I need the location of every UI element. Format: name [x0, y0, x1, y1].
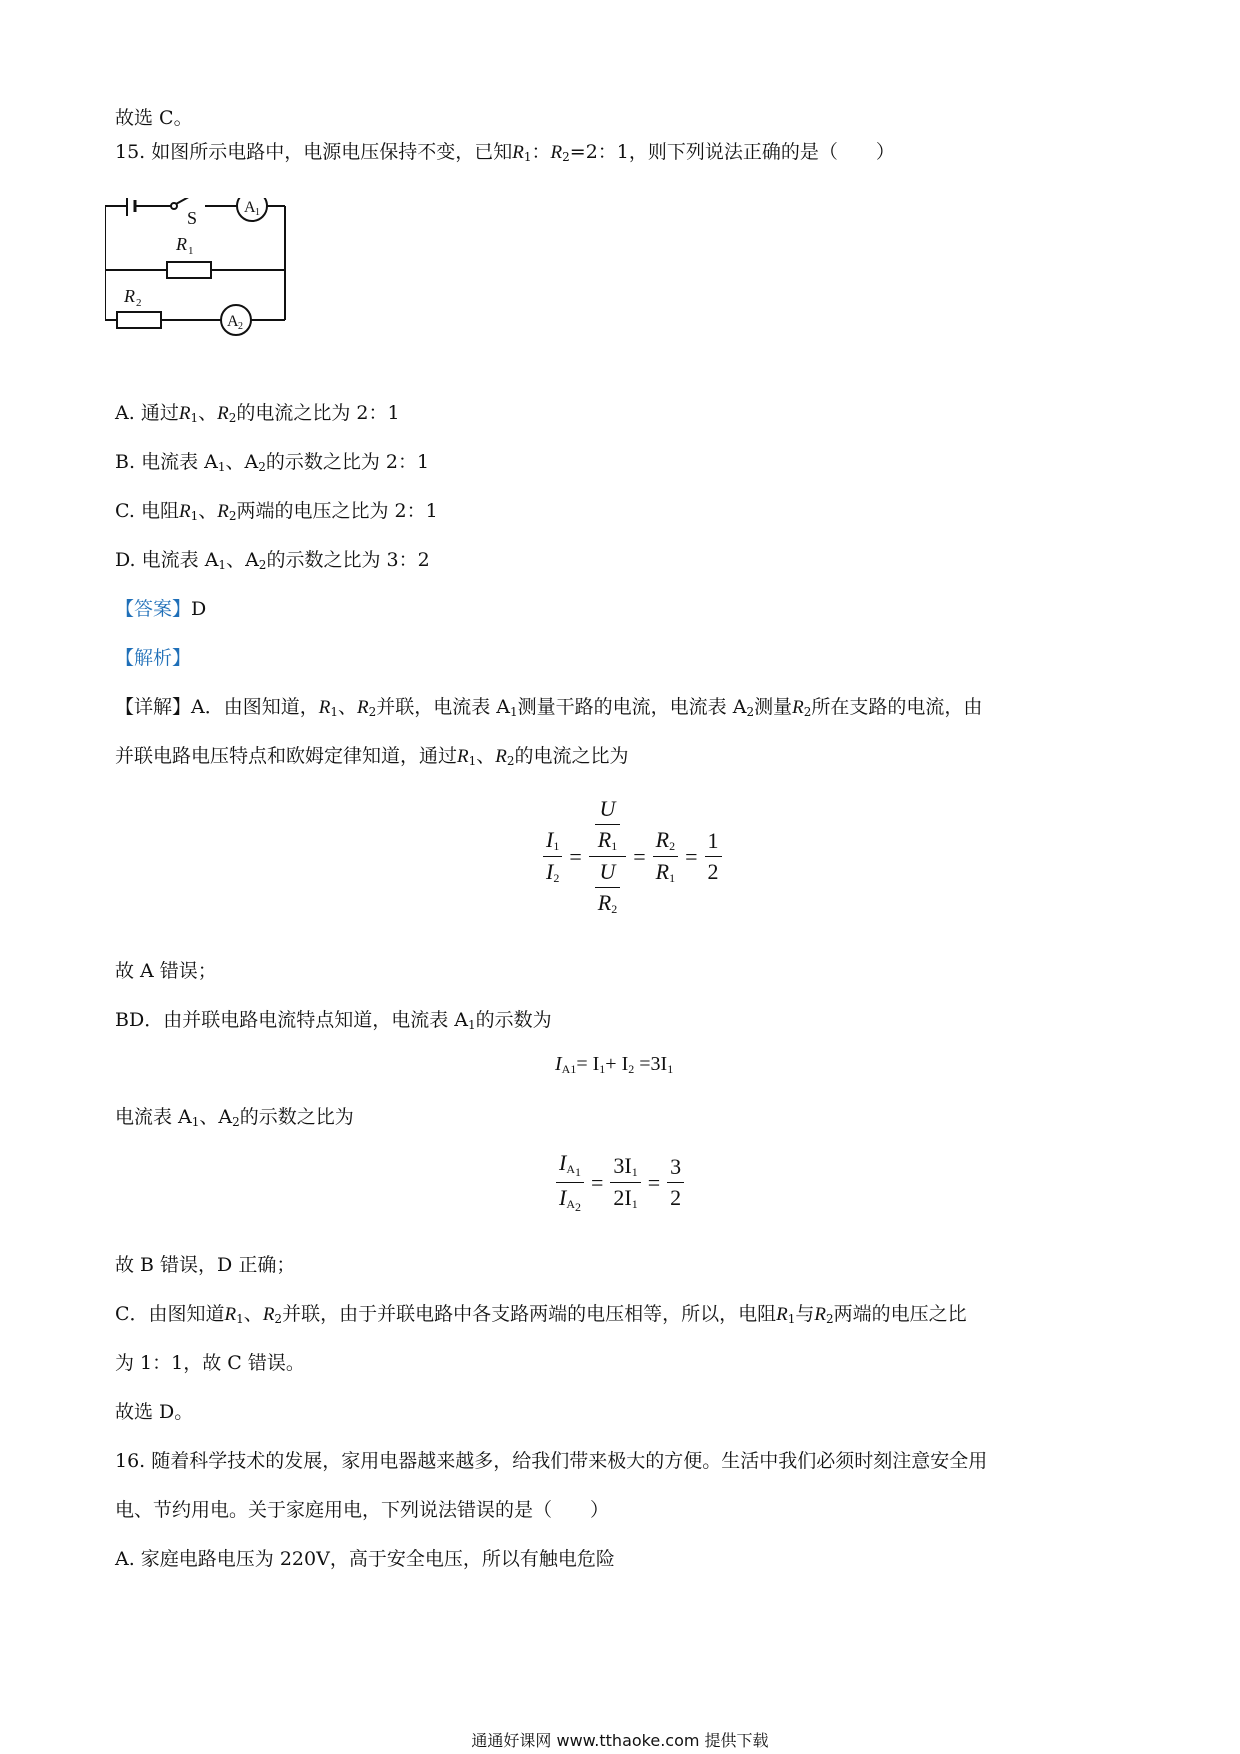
resistor-r2-icon — [117, 312, 161, 328]
conclusion-bd: 故 B 错误，D 正确； — [115, 1254, 296, 1276]
ammeter-a1-label: A — [244, 199, 256, 216]
q16-number: 16. — [115, 1450, 146, 1472]
conclusion-a: 故 A 错误； — [115, 960, 217, 982]
equation-a1-reading: $I_{A1}= I_1+ I_2 =3I_1$ — [555, 1053, 674, 1076]
answer-line — [115, 596, 206, 622]
q15-stem: 15. 如图所示电路中，电源电压保持不变，已知$R_1$：$R_2=2$：1，则下列说法正确的是（ ） — [115, 141, 895, 164]
resistor-r1-label: R — [176, 234, 187, 254]
detail-paragraph-1: 【详解】A．由图知道，$R_1$、$R_2$并联，电流表 $A_1$测量干路的电流，电流表 $A_2$测量$R_2$所在支路的电流，由 — [115, 696, 983, 719]
svg-text:1: 1 — [255, 207, 260, 218]
svg-text:2: 2 — [136, 297, 142, 309]
circuit-diagram — [105, 198, 325, 358]
page-footer: 通通好课网 www.tthaoke.com 提供下载 — [471, 1731, 769, 1750]
switch-label: S — [187, 208, 198, 228]
switch-blade — [176, 198, 205, 204]
resistor-r1-icon — [167, 262, 211, 278]
svg-text:2: 2 — [238, 321, 243, 332]
option-c: C. 电阻$R_1$、$R_2$两端的电压之比为 2：1 — [115, 500, 438, 523]
q16-stem-line-2: 电、节约用电。关于家庭用电，下列说法错误的是（ ） — [115, 1499, 610, 1521]
previous-conclusion: 故选 C。 — [115, 107, 193, 129]
option-a: A. 通过$R_1$、$R_2$的电流之比为 2：1 — [115, 402, 400, 425]
ratio-line: 电流表 $A_1$、$A_2$的示数之比为 — [115, 1106, 354, 1129]
q15-number: 15. — [115, 141, 146, 163]
ammeter-a2-label: A — [227, 313, 239, 330]
option-d: D. 电流表 $A_1$、$A_2$的示数之比为 3：2 — [115, 549, 430, 572]
answer-value: D — [191, 598, 207, 620]
option-b: B. 电流表 $A_1$、$A_2$的示数之比为 2：1 — [115, 451, 430, 474]
detail-paragraph-2: 并联电路电压特点和欧姆定律知道，通过$R_1$、$R_2$的电流之比为 — [115, 745, 629, 768]
q16-stem-line-1: 16. 随着科学技术的发展，家用电器越来越多，给我们带来极大的方便。生活中我们必须时刻注意安全用 — [115, 1450, 988, 1472]
resistor-r2-label: R — [124, 286, 135, 306]
detail-bd: BD．由并联电路电流特点知道，电流表 $A_1$的示数为 — [115, 1009, 552, 1032]
final-answer: 故选 D。 — [115, 1401, 194, 1423]
answer-label: 【答案】 — [115, 598, 192, 620]
detail-c-continued: 为 1：1，故 C 错误。 — [115, 1352, 305, 1374]
equation-ammeter-ratio: $\frac{I_{A_1}}{I_{A_2}}$ = $\frac{3I_1}{2I_1}$ = $\frac{3}{2}$ — [553, 1150, 687, 1215]
svg-text:1: 1 — [188, 245, 194, 257]
detail-c: C．由图知道$R_1$、$R_2$并联，由于并联电路中各支路两端的电压相等，所以，电阻$R_1$与$R_2$两端的电压之比 — [115, 1303, 967, 1326]
q16-option-a: A. 家庭电路电压为 220V，高于安全电压，所以有触电危险 — [115, 1548, 615, 1570]
analysis-label: 【解析】 — [115, 647, 192, 669]
equation-current-ratio: $\frac{I_1}{I_2}$ = $\frac{\frac{U}{R_1}}{\frac{U}{R_2}}$ = $\frac{R_2}{R_1}$ = $\frac{1}{2}$ — [540, 796, 725, 917]
